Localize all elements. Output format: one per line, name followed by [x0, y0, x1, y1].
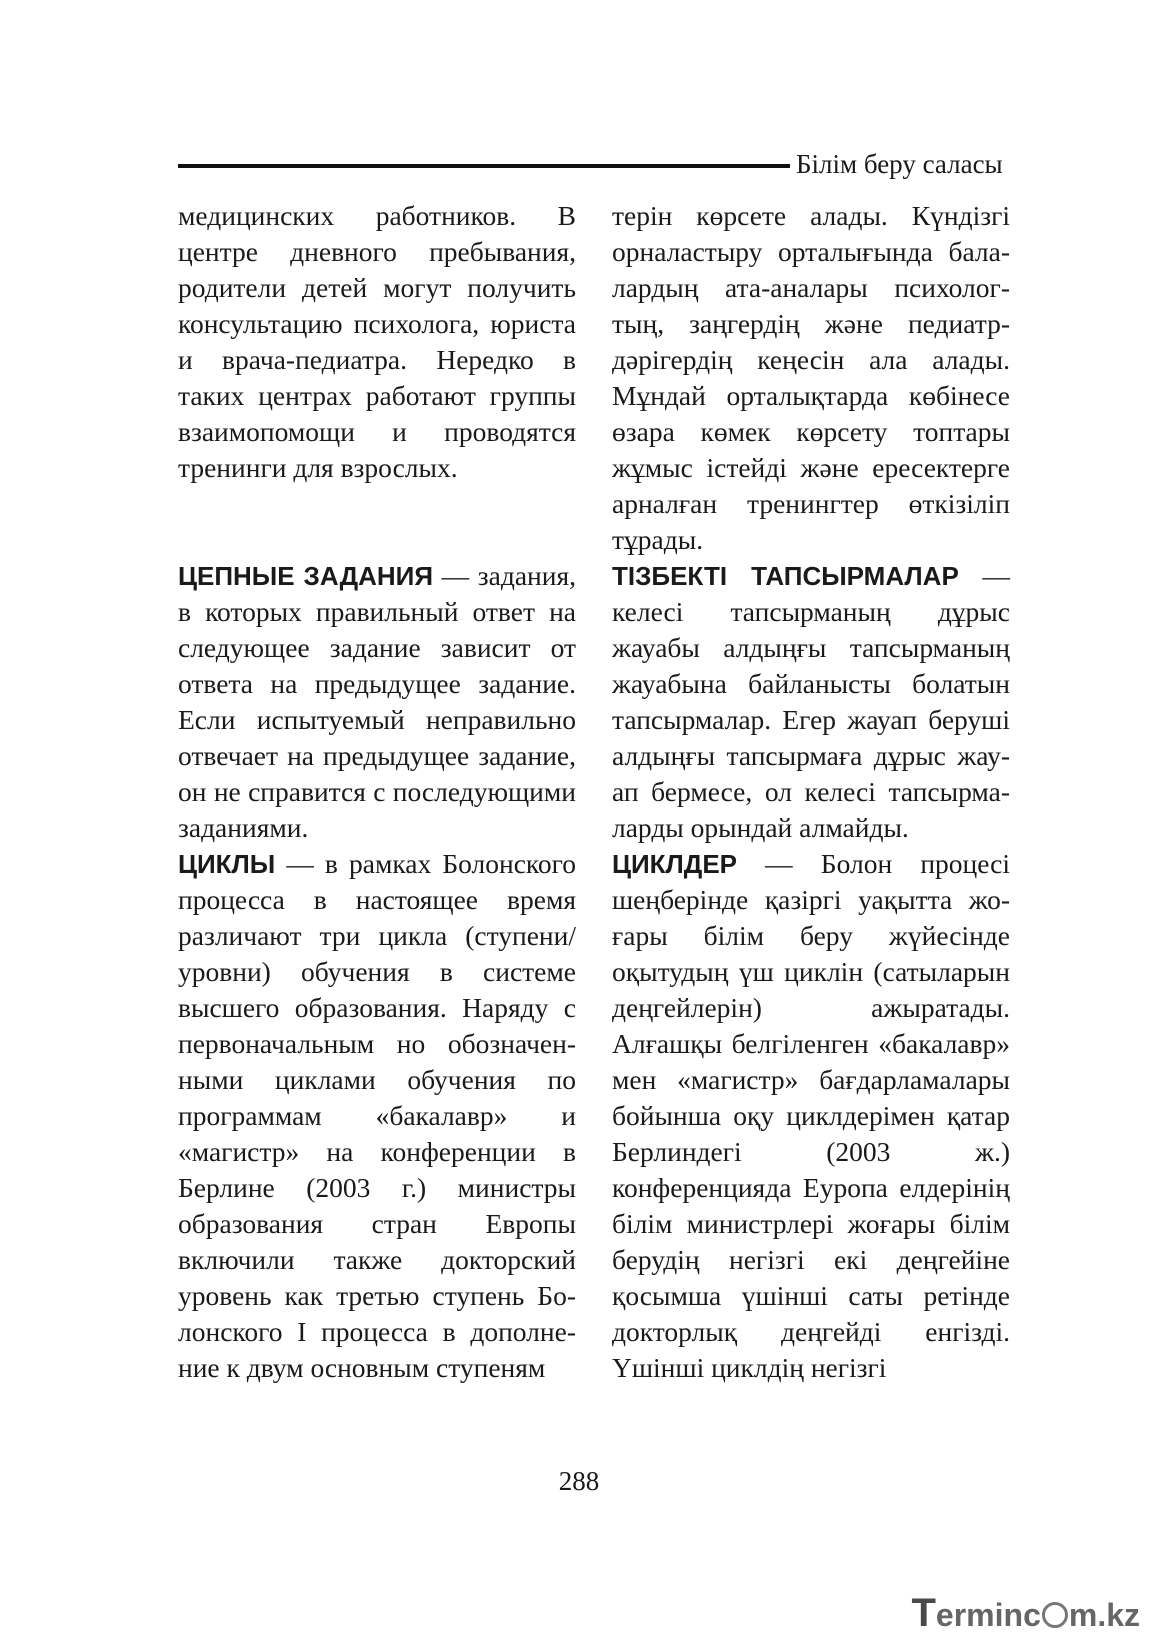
header-rule	[178, 164, 790, 168]
entry-term: ЦЕПНЫЕ ЗАДАНИЯ	[178, 561, 434, 591]
entry-cycles	[612, 846, 1010, 1386]
entry-term: ЦИКЛЫ	[178, 849, 276, 879]
entry-definition: — Болон процесі шеңберінде қазіргі уақытта жоғары білім беру жүйесінде оқытудың үш циклін (сатыларын деңгейлерін) ажыратады. Алғашқы белгіленген «бакалавр» мен «магистр» бағдарламалары бойынша оқу циклдерімен қатар Берлиндегі (2003 ж.) конференцияда Еуропа елдерінің білім министрлері жоғары білім берудің негізгі екі деңгейіне қосымша үшінші саты ретінде докторлық деңгейді енгізді. Үшінші циклдің негізгі	[612, 848, 1010, 1383]
paragraph-continuation: медицинских работников. В центре дневного пребывания, родители детей могут получить консультацию психолога, юриста и врача-педиатра. Нередко в таких центрах работают группы взаимопомощи и проводятся тренинги для взрослых.	[178, 200, 576, 483]
entry-term: ЦИКЛДЕР	[612, 849, 737, 879]
running-header-title: Білім беру саласы	[796, 149, 1003, 179]
entry-cycles	[178, 846, 576, 1386]
paragraph-continuation: терін көрсете алады. Күндізгі орналастыру орталығында балалардың ата-аналары психологтың, заңгердің және педиатр-дәрігердің кеңесін ала алады. Мұндай орталықтарда көбінесе өзара көмек көрсету топтары жұмыс істейді және ересектерге арналған тренингтер өткізіліп тұрады.	[612, 200, 1010, 555]
left-column-russian	[178, 198, 576, 1386]
entry-definition: — келесі тапсырманың дұрыс жауабы алдыңғы тапсырманың жауабына байланысты болатын тапсырмалар. Егер жауап беруші алдыңғы тапсырмаға дұрыс жауап бермесе, ол келесі тапсырмаларды орындай алмайды.	[612, 560, 1010, 843]
entry-chain-tasks	[612, 558, 1010, 846]
entry-chain-tasks	[178, 558, 576, 846]
entry-definition: — задания, в которых правильный ответ на следующее задание зависит от ответа на предыдущее задание. Если испытуемый неправильно отвечает на предыдущее задание, он не справится с последующими заданиями.	[178, 560, 576, 843]
right-column-kazakh	[612, 198, 1010, 1386]
entry-definition: — в рамках Болонского процесса в настоящее время различают три цикла (ступени/уровни) обучения в системе высшего образования. Наряду с первоначальным но обозначенными циклами обучения по программам «бакалавр» и «магистр» на конференции в Берлине (2003 г.) министры образования стран Европы включили также докторский уровень как третью ступень Болонского I процесса в дополнение к двум основным ступеням	[178, 848, 576, 1383]
ring-icon	[1042, 1602, 1068, 1628]
site-watermark: Terminc m.kz	[911, 1591, 1140, 1635]
entry-term: ТІЗБЕКТІ ТАПСЫРМАЛАР	[612, 561, 959, 591]
page-number: 288	[558, 1466, 600, 1496]
